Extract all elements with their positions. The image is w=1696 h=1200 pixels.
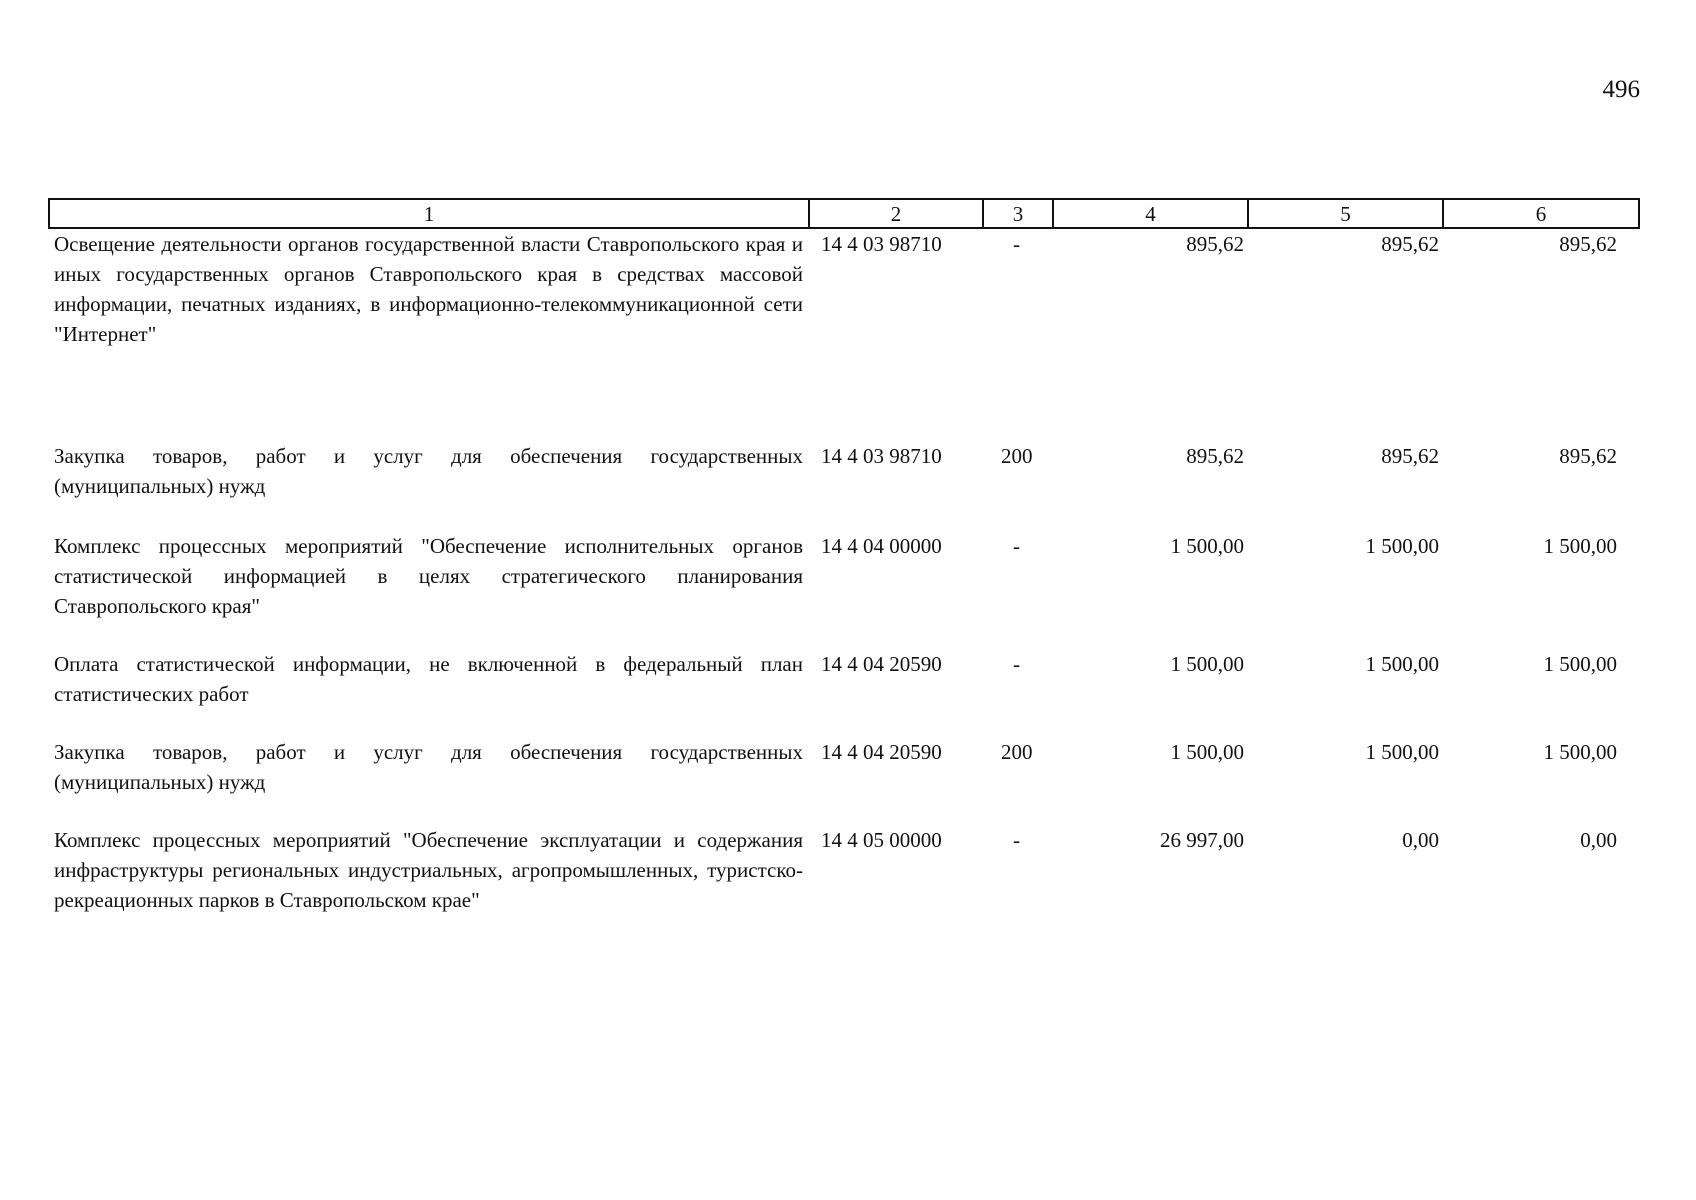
row-value-4: 26 997,00 — [1160, 828, 1244, 852]
row-value-5: 1 500,00 — [1365, 740, 1439, 764]
row-value-6: 1 500,00 — [1543, 652, 1617, 676]
row-value-4: 1 500,00 — [1170, 652, 1244, 676]
header-col-4: 4 — [1053, 199, 1248, 228]
row-value-5: 1 500,00 — [1365, 534, 1439, 558]
row-value-4: 1 500,00 — [1170, 740, 1244, 764]
row-value-5: 0,00 — [1402, 828, 1439, 852]
header-col-6: 6 — [1443, 199, 1639, 228]
row-code: 14 4 04 20590 — [821, 740, 942, 764]
budget-table — [48, 198, 1640, 915]
row-value-6: 1 500,00 — [1543, 740, 1617, 764]
row-name: Закупка товаров, работ и услуг для обеспечения государственных (муниципальных) нужд — [54, 740, 803, 794]
row-kind: 200 — [1001, 740, 1033, 764]
row-value-6: 895,62 — [1559, 232, 1617, 256]
table-row — [49, 228, 1639, 441]
row-value-6: 1 500,00 — [1543, 534, 1617, 558]
row-name: Комплекс процессных мероприятий "Обеспечение эксплуатации и содержания инфраструктуры региональных индустриальных, агропромышленных, туристско-рекреационных парков в Ставропольском крае" — [54, 828, 803, 912]
row-code: 14 4 03 98710 — [821, 232, 942, 256]
row-value-4: 895,62 — [1186, 444, 1244, 468]
header-col-5: 5 — [1248, 199, 1443, 228]
row-value-6: 895,62 — [1559, 444, 1617, 468]
row-code: 14 4 04 20590 — [821, 652, 942, 676]
table-header — [49, 199, 1639, 228]
table-row — [49, 441, 1639, 531]
row-kind: - — [1013, 534, 1020, 558]
row-code: 14 4 04 00000 — [821, 534, 942, 558]
header-col-3: 3 — [983, 199, 1053, 228]
row-name: Оплата статистической информации, не включенной в федеральный план статистических работ — [54, 652, 803, 706]
row-kind: - — [1013, 828, 1020, 852]
table-row — [49, 825, 1639, 915]
table-body — [49, 228, 1639, 915]
page-number: 496 — [1602, 76, 1640, 103]
row-code: 14 4 03 98710 — [821, 444, 942, 468]
row-code: 14 4 05 00000 — [821, 828, 942, 852]
header-row — [49, 199, 1639, 228]
row-value-5: 895,62 — [1381, 232, 1439, 256]
table-row — [49, 531, 1639, 649]
row-name: Освещение деятельности органов государственной власти Ставропольского края и иных государственных органов Ставропольского края в средствах массовой информации, печатных изданиях, в информационно-телекоммуникационной сети "Интернет" — [54, 232, 803, 346]
row-name: Закупка товаров, работ и услуг для обеспечения государственных (муниципальных) нужд — [54, 444, 803, 498]
row-value-5: 895,62 — [1381, 444, 1439, 468]
row-kind: 200 — [1001, 444, 1033, 468]
row-value-6: 0,00 — [1580, 828, 1617, 852]
row-name: Комплекс процессных мероприятий "Обеспечение исполнительных органов статистической информацией в целях стратегического планирования Ставропольского края" — [54, 534, 803, 618]
header-col-2: 2 — [809, 199, 983, 228]
row-kind: - — [1013, 232, 1020, 256]
row-value-4: 895,62 — [1186, 232, 1244, 256]
table-row — [49, 649, 1639, 737]
table-row — [49, 737, 1639, 825]
row-kind: - — [1013, 652, 1020, 676]
header-col-1: 1 — [49, 199, 809, 228]
row-value-4: 1 500,00 — [1170, 534, 1244, 558]
row-value-5: 1 500,00 — [1365, 652, 1439, 676]
